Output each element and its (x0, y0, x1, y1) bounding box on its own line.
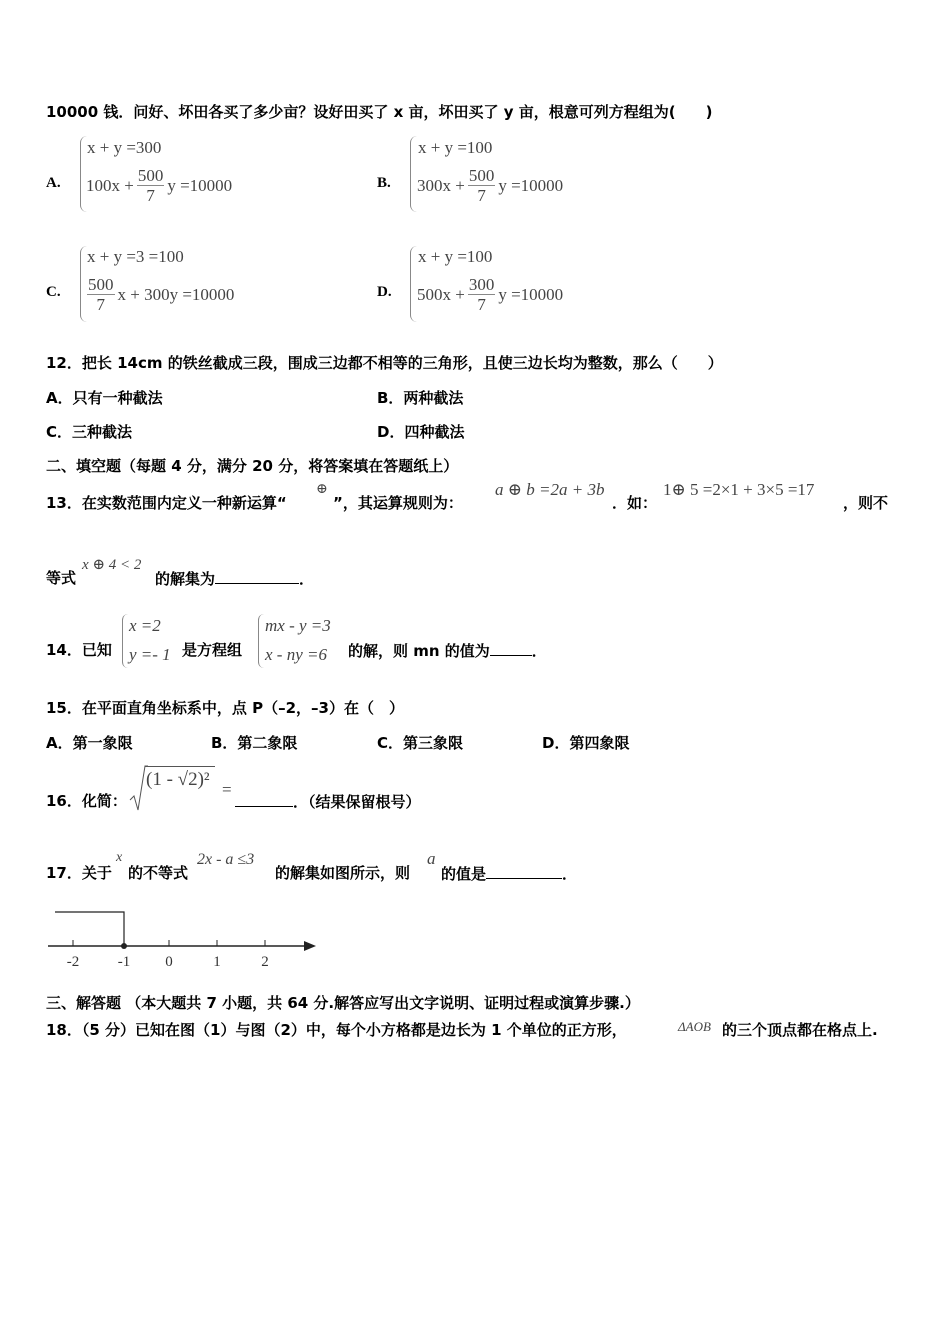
fraction (87, 275, 115, 314)
q12-option-b: B．两种截法 (377, 389, 464, 407)
q17-inequality: 2x - a ≤3 (197, 851, 255, 868)
answer-blank[interactable] (215, 569, 299, 584)
denominator: 7 (146, 186, 155, 205)
equation-1: x + y =100 (418, 247, 493, 266)
brace (122, 614, 128, 668)
sys2-eq1: mx - y =3 (265, 616, 331, 635)
q12-option-d: D．四种截法 (377, 423, 465, 441)
answer-blank[interactable] (486, 864, 562, 879)
brace (410, 136, 417, 212)
solution-bracket (55, 912, 124, 946)
equation-1: x + y =100 (418, 138, 493, 157)
eq-part: y =10000 (167, 175, 233, 195)
q13-rule: a ⊕ b =2a + 3b (495, 480, 605, 499)
q18-text-2: 的三个顶点都在格点上. (722, 1021, 878, 1039)
q17-text-3: 的解集如图所示，则 (275, 864, 411, 882)
denominator: 7 (96, 295, 105, 314)
q13-text-4: ，则不 (843, 494, 889, 512)
q17-text-2: 的不等式 (128, 864, 189, 882)
brace (410, 246, 417, 322)
sys1-eq2: y =- 1 (129, 645, 171, 664)
numerator: 300 (468, 275, 495, 294)
tick-label: 2 (261, 954, 269, 970)
sys2-eq2: x - ny =6 (265, 645, 327, 664)
denominator: 7 (477, 295, 486, 314)
period: ． (562, 865, 578, 883)
q15-stem: 15．在平面直角坐标系中，点 P（–2，–3）在（ ） (46, 699, 404, 717)
q18-text-1: 18．（5 分）已知在图（1）与图（2）中，每个小方格都是边长为 1 个单位的正方形， (46, 1021, 627, 1039)
eq-part: y =10000 (498, 175, 564, 195)
var-x: x (116, 850, 123, 865)
tick-label: -2 (66, 954, 80, 970)
option-label: C. (46, 284, 61, 300)
q14-text-2: 是方程组 (182, 641, 243, 659)
q16-answer-line (235, 792, 421, 811)
tick-label: 1 (213, 954, 221, 970)
sys1-eq1: x =2 (129, 616, 161, 635)
eq-part: 500x + (417, 284, 465, 304)
fraction (468, 166, 496, 205)
period: ． (299, 570, 315, 588)
radical-sign-icon (128, 764, 148, 812)
eq-part: x + 300y =10000 (117, 284, 235, 304)
eq-part: y =10000 (498, 284, 564, 304)
option-label: B. (377, 175, 391, 191)
q15-option-c: C．第三象限 (377, 734, 464, 752)
q14-text-1: 14．已知 (46, 641, 112, 659)
answer-blank[interactable] (490, 641, 532, 656)
q12-stem: 12．把长 14cm 的铁丝截成三段，围成三边都不相等的三角形，且使三边长均为整数，那么（ ） (46, 354, 723, 372)
q16-expression: (1 - √2)² (146, 769, 210, 790)
numerator: 500 (137, 166, 164, 185)
q17-answer-line (441, 864, 577, 883)
eq-part: 300x + (417, 175, 465, 195)
q13-inequality: x ⊕ 4 < 2 (82, 557, 142, 573)
q14-answer-line (348, 641, 547, 660)
tick-label: -1 (117, 954, 131, 970)
answer-blank[interactable] (235, 792, 293, 807)
q13-text-5: 等式 (46, 569, 77, 587)
fraction (137, 166, 165, 205)
equation-2 (417, 275, 563, 314)
q13-text-6: 的解集为 (155, 570, 216, 588)
q12-option-c: C．三种截法 (46, 423, 133, 441)
equation-2 (84, 275, 234, 314)
fraction (468, 275, 496, 314)
q13-answer-line (155, 569, 314, 588)
solid-endpoint (121, 943, 127, 949)
section-3-heading: 三、解答题 （本大题共 7 小题，共 64 分.解答应写出文字说明、证明过程或演算步骤.） (46, 994, 640, 1012)
option-label: D. (377, 284, 392, 300)
q13-text-2: ”，其运算规则为： (333, 494, 463, 512)
radical-bar (145, 766, 215, 767)
equation-2 (86, 166, 232, 205)
q15-option-d: D．第四象限 (542, 734, 630, 752)
q15-option-a: A．第一象限 (46, 734, 133, 752)
q14-text-3: 的解，则 mn 的值为 (348, 642, 490, 660)
q15-option-b: B．第二象限 (211, 734, 298, 752)
equals-sign: = (222, 780, 232, 799)
eq-part: 100x + (86, 175, 134, 195)
tick-label: 0 (165, 954, 173, 970)
equation-2 (417, 166, 563, 205)
q12-option-a: A．只有一种截法 (46, 389, 163, 407)
arrow-icon (304, 941, 316, 951)
triangle-label: ΔAOB (678, 1019, 711, 1034)
number-line (40, 900, 330, 975)
equation-1: x + y =300 (87, 138, 162, 157)
numerator: 500 (88, 275, 114, 294)
equation-1: x + y =3 =100 (87, 247, 184, 266)
q16-text-2: ．（结果保留根号） (293, 793, 421, 811)
q16-text-1: 16．化简： (46, 792, 127, 810)
op-symbol: ⊕ (316, 482, 328, 497)
q17-text-1: 17．关于 (46, 864, 112, 882)
q11-stem: 10000 钱．问好、坏田各买了多少亩？设好田买了 x 亩，坏田买了 y 亩，根意可列方程组为( ) (46, 103, 713, 121)
denominator: 7 (477, 186, 486, 205)
q13-text-1: 13．在实数范围内定义一种新运算“ (46, 494, 287, 512)
numerator: 500 (468, 166, 495, 185)
section-2-heading: 二、填空题（每题 4 分，满分 20 分，将答案填在答题纸上） (46, 457, 459, 475)
option-label: A. (46, 175, 61, 191)
var-a: a (427, 849, 436, 868)
q13-text-3: ．如： (612, 494, 658, 512)
period: ． (531, 642, 547, 660)
q13-example: 1⊕ 5 =2×1 + 3×5 =17 (663, 480, 815, 499)
brace (258, 614, 264, 668)
q17-text-4: 的值是 (441, 865, 487, 883)
